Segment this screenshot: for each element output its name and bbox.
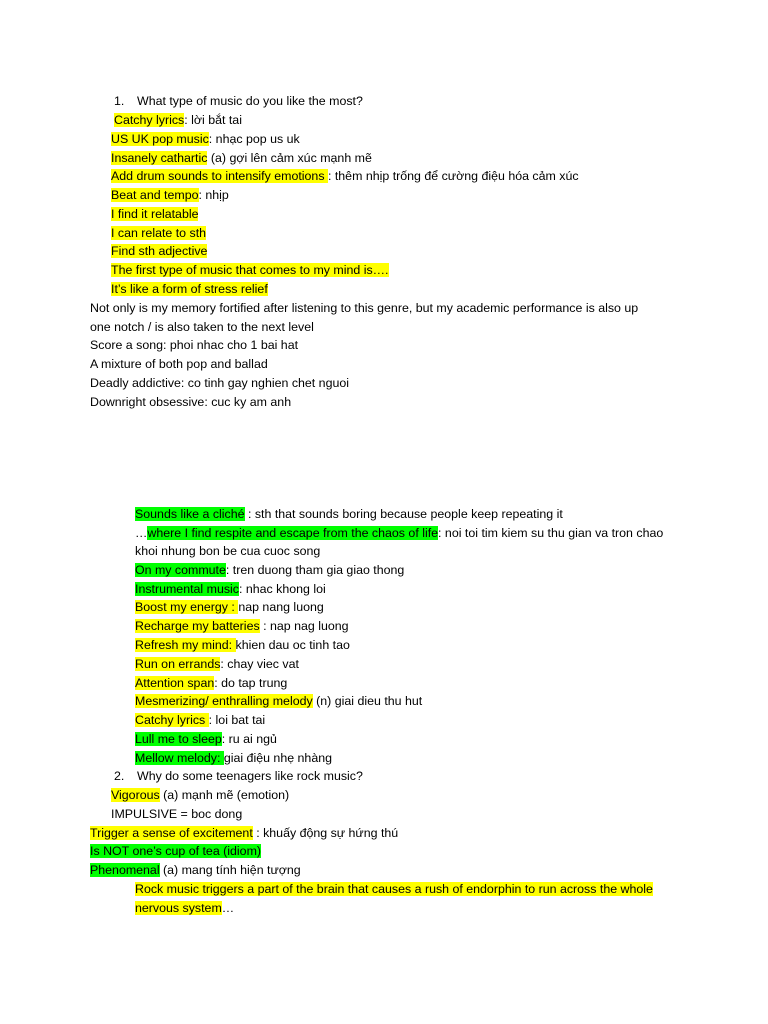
text-line <box>90 355 268 374</box>
highlighted-term: Instrumental music <box>135 582 239 596</box>
line-text: … <box>221 901 235 915</box>
text-line <box>135 561 404 580</box>
text-line <box>135 655 299 674</box>
list-number: 1. <box>114 94 125 108</box>
text-line <box>111 242 207 261</box>
line-text: : nhac khong loi <box>238 582 326 596</box>
line-text: : chay viec vat <box>220 657 299 671</box>
line-text: : nhịp <box>198 188 229 202</box>
line-text: : do tap trung <box>214 676 288 690</box>
highlighted-term: Refresh my mind: <box>135 638 236 652</box>
line-text: khien dau oc tinh tao <box>235 638 350 652</box>
highlighted-term: Recharge my batteries <box>135 619 260 633</box>
text-line <box>135 880 653 899</box>
text-line <box>135 692 422 711</box>
line-text: one notch / is also taken to the next level <box>90 320 314 334</box>
text-line <box>111 130 300 149</box>
text-line <box>135 580 326 599</box>
highlighted-term: Phenomenal <box>90 863 160 877</box>
line-text: (a) mạnh mẽ (emotion) <box>159 788 290 802</box>
line-text: : noi toi tim kiem su thu gian va tron chao <box>438 526 664 540</box>
text-line <box>90 318 314 337</box>
text-line <box>90 393 291 412</box>
line-text: (a) mang tính hiện tượng <box>159 863 301 877</box>
text-line <box>90 842 261 861</box>
text-line <box>90 824 398 843</box>
highlighted-term: I find it relatable <box>111 207 199 221</box>
text-line <box>135 749 332 768</box>
text-line <box>114 111 242 130</box>
line-text: Score a song: phoi nhac cho 1 bai hat <box>90 338 299 352</box>
line-text: khoi nhung bon be cua cuoc song <box>135 544 321 558</box>
list-number: 2. <box>114 769 125 783</box>
highlighted-term: nervous system <box>135 901 222 915</box>
line-text: giai điệu nhẹ nhàng <box>223 751 332 765</box>
text-line <box>90 336 298 355</box>
text-line <box>114 767 363 786</box>
highlighted-term: Mesmerizing/ enthralling melody <box>135 694 313 708</box>
highlighted-term: Add drum sounds to intensify emotions <box>111 169 328 183</box>
line-text: Deadly addictive: co tinh gay nghien chet nguoi <box>90 376 349 390</box>
line-text: (a) gợi lên cảm xúc mạnh mẽ <box>207 151 372 165</box>
line-text: : nhạc pop us uk <box>208 132 300 146</box>
text-line <box>111 786 289 805</box>
highlighted-term: Attention span <box>135 676 215 690</box>
text-line <box>135 730 277 749</box>
text-line <box>111 805 242 824</box>
highlighted-term: Insanely cathartic <box>111 151 208 165</box>
text-line <box>135 617 349 636</box>
text-line <box>135 598 324 617</box>
line-text: (n) giai dieu thu hut <box>312 694 423 708</box>
highlighted-term: Trigger a sense of excitement <box>90 826 253 840</box>
text-line <box>135 899 234 918</box>
text-line <box>135 711 265 730</box>
text-line <box>135 524 663 543</box>
highlighted-term: Rock music triggers a part of the brain that causes a rush of endorphin to run across the whole <box>135 882 653 896</box>
highlighted-term: Catchy lyrics <box>135 713 209 727</box>
line-text: IMPULSIVE = boc dong <box>111 807 243 821</box>
text-line <box>111 205 198 224</box>
highlighted-term: Run on errands <box>135 657 221 671</box>
line-text: … <box>135 526 148 540</box>
line-text: Not only is my memory fortified after listening to this genre, but my academic performance is also up <box>90 301 639 315</box>
highlighted-term: I can relate to sth <box>111 226 207 240</box>
highlighted-term: Beat and tempo <box>111 188 199 202</box>
highlighted-term: Mellow melody: <box>135 751 224 765</box>
line-text: : loi bat tai <box>208 713 266 727</box>
line-text: : nap nag luong <box>259 619 349 633</box>
text-line <box>90 861 301 880</box>
line-text: What type of music do you like the most? <box>137 94 363 108</box>
highlighted-term: Sounds like a cliché <box>135 507 245 521</box>
line-text: Downright obsessive: cuc ky am anh <box>90 395 292 409</box>
highlighted-term: Find sth adjective <box>111 244 208 258</box>
text-line <box>111 261 389 280</box>
text-line <box>111 149 372 168</box>
highlighted-term: Is NOT one’s cup of tea (idiom) <box>90 844 262 858</box>
line-text: Why do some teenagers like rock music? <box>137 769 363 783</box>
line-text: A mixture of both pop and ballad <box>90 357 268 371</box>
highlighted-term: It’s like a form of stress relief <box>111 282 268 296</box>
text-line <box>135 674 287 693</box>
text-line <box>111 224 206 243</box>
line-text: : ru ai ngủ <box>221 732 277 746</box>
line-text: : tren duong tham gia giao thong <box>225 563 405 577</box>
line-text: nap nang luong <box>238 600 324 614</box>
highlighted-term: where I find respite and escape from the chaos of life <box>147 526 439 540</box>
text-line <box>90 299 638 318</box>
highlighted-term: Catchy lyrics <box>114 113 185 127</box>
highlighted-term: The first type of music that comes to my mind is…. <box>111 263 389 277</box>
text-line <box>135 505 563 524</box>
line-text: : khuấy động sự hứng thú <box>252 826 399 840</box>
text-line <box>111 186 229 205</box>
highlighted-term: US UK pop music <box>111 132 209 146</box>
line-text: : thêm nhịp trống để cường điệu hóa cảm xúc <box>327 169 579 183</box>
text-line <box>114 92 363 111</box>
highlighted-term: On my commute <box>135 563 226 577</box>
highlighted-term: Vigorous <box>111 788 160 802</box>
text-line <box>90 374 349 393</box>
highlighted-term: Lull me to sleep <box>135 732 222 746</box>
text-line <box>135 542 320 561</box>
text-line <box>111 280 268 299</box>
text-line <box>111 167 579 186</box>
line-text: : lời bắt tai <box>184 113 242 127</box>
highlighted-term: Boost my energy : <box>135 600 239 614</box>
line-text: : sth that sounds boring because people keep repeating it <box>244 507 563 521</box>
text-line <box>135 636 350 655</box>
